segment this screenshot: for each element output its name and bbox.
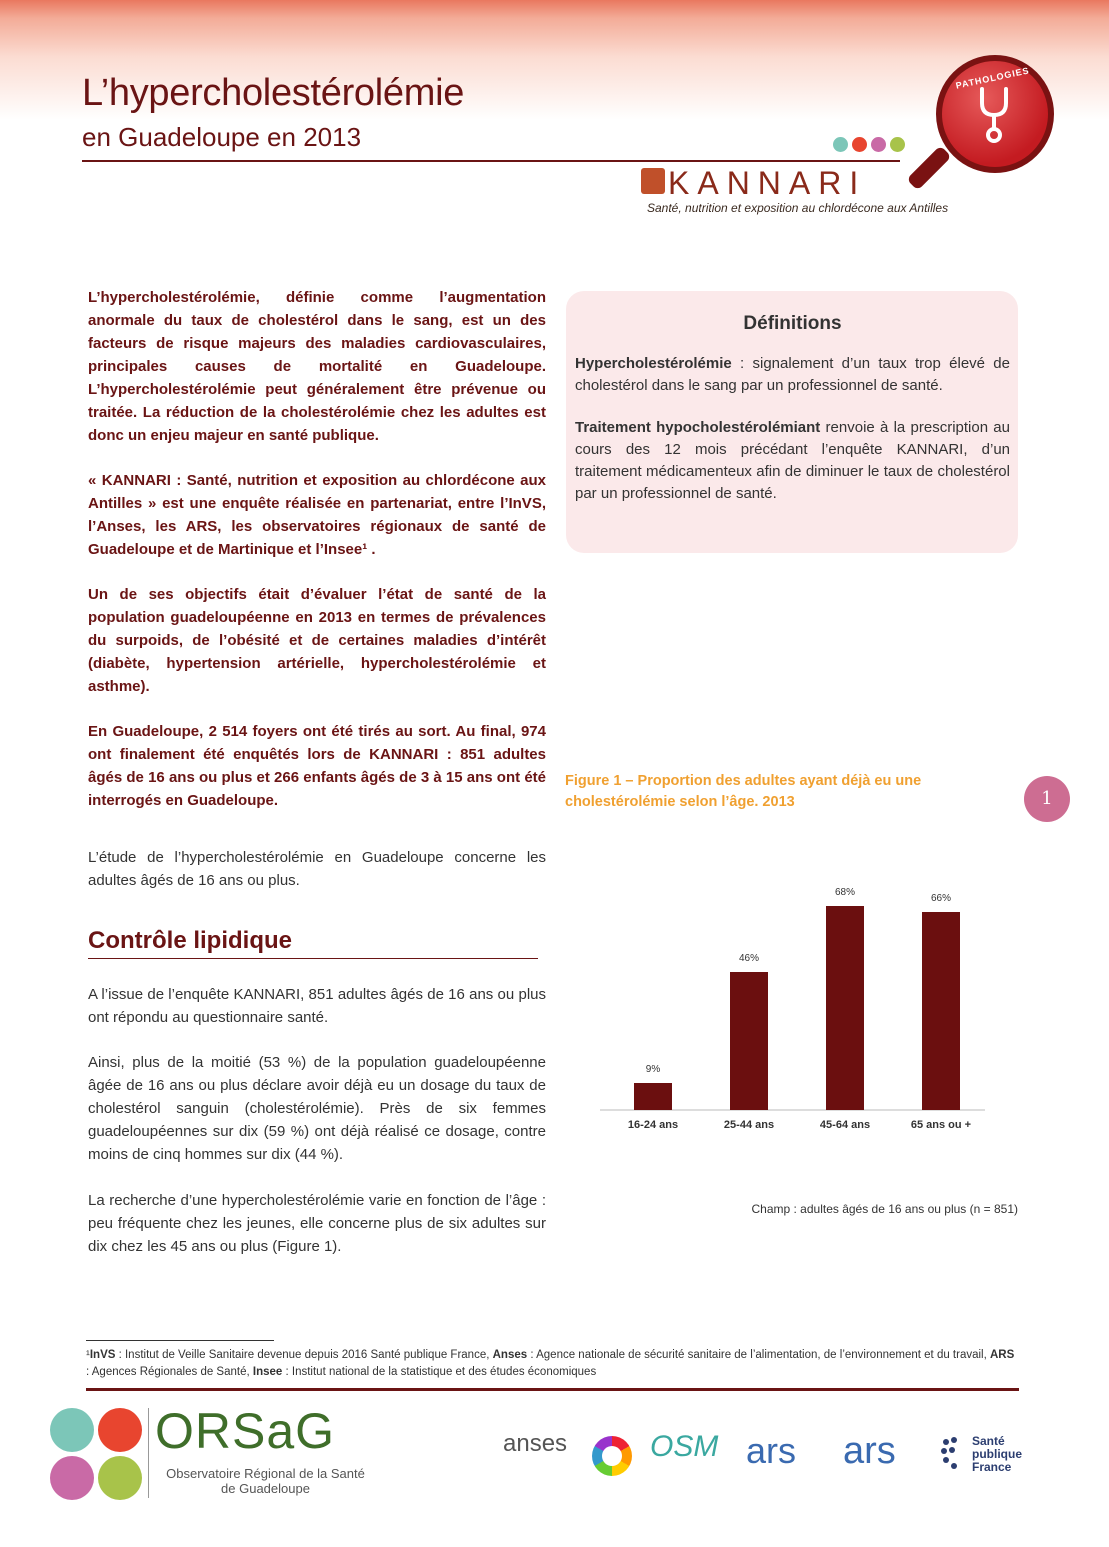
scope-paragraph: L’étude de l’hypercholestérolémie en Guadeloupe concerne les adultes âgés de 16 ans ou plus.: [88, 849, 546, 889]
footer-divider: [86, 1388, 1019, 1391]
x-tick-label-3: 45-64 ans: [819, 1119, 871, 1131]
anses-logo: anses: [503, 1430, 568, 1457]
footnote-term-2: Anses: [492, 1349, 528, 1361]
color-dots: [833, 137, 905, 152]
footnote-text-3: : Agences Régionales de Santé,: [86, 1366, 253, 1378]
dot-1: [833, 137, 848, 152]
dot-2: [852, 137, 867, 152]
dot-3: [871, 137, 886, 152]
intro-paragraph-4: En Guadeloupe, 2 514 foyers ont été tirés au sort. Au final, 974 ont finalement été enquêtés lors de KANNARI : 851 adultes âgés de 16 ans ou plus et 266 enfants âgés de 3 à 15 ans ont été interrogés en Guadeloupe.: [88, 723, 546, 809]
footnote-term-3: ARS: [990, 1349, 1015, 1361]
pathologies-badge: PATHOLOGIES: [954, 65, 1031, 91]
chart-icon: [50, 1456, 94, 1500]
chart-scope-note: Champ : adultes âgés de 16 ans ou plus (n = 851): [751, 1202, 1018, 1216]
data-label-1: 9%: [645, 1064, 661, 1075]
x-tick-label-1: 16-24 ans: [627, 1119, 679, 1131]
x-tick-label-2: 25-44 ans: [723, 1119, 775, 1131]
definitions-title: Définitions: [743, 313, 842, 334]
ars-logo-1: ars: [746, 1430, 797, 1471]
section-paragraph-1: A l’issue de l’enquête KANNARI, 851 adultes âgés de 16 ans ou plus ont répondu au questionnaire santé.: [88, 986, 546, 1026]
definition-1: [575, 353, 1010, 397]
footnote-text-2: : Agence nationale de sécurité sanitaire de l’alimentation, de l’environnement et du travail,: [527, 1349, 990, 1361]
magnifier-handle: [906, 145, 951, 190]
definition-1-term: Hypercholestérolémie: [575, 355, 732, 372]
data-label-3: 68%: [834, 887, 856, 898]
spf-logo: Santé publique France: [972, 1434, 1022, 1474]
definitions-box: [566, 291, 1018, 553]
footnote: [86, 1347, 1016, 1381]
kannari-logo-text: KANNARI: [668, 165, 867, 201]
orsag-separator: [148, 1408, 149, 1498]
section-divider: [88, 958, 538, 959]
spf-dots-icon: [940, 1436, 966, 1472]
data-label-2: 46%: [738, 953, 760, 964]
section-paragraph-2: Ainsi, plus de la moitié (53 %) de la population guadeloupéenne âgée de 16 ans ou plus déclare avoir déjà eu un dosage du taux de cholestérol sanguin (cholestérolémie). Près de six femmes guadeloupéennes sur dix (59 %) ont déjà réalisé ce dosage, contre moins de cinq hommes sur dix (44 %).: [88, 1054, 546, 1163]
intro-paragraph-2: « KANNARI : Santé, nutrition et exposition au chlordécone aux Antilles » est une enquête réalisée en partenariat, entre l’InVS, l’Anses, les ARS, les observatoires régionaux de santé de Guadeloupe et de Martinique et l’Insee¹ .: [88, 472, 546, 558]
page-subtitle: en Guadeloupe en 2013: [82, 122, 362, 152]
section-paragraph-3: La recherche d’une hypercholestérolémie varie en fonction de l’âge : peu fréquente chez les jeunes, elle concerne plus de six adultes sur dix chez les 45 ans ou plus (Figure 1).: [88, 1192, 546, 1255]
intro-paragraph-3: Un de ses objectifs était d’évaluer l’état de santé de la population guadeloupéenne en 2013 en termes de prévalences du surpoids, de l’obésité et de certaines maladies d’intérêt (diabète, hypertension artérielle, hypercholestérolémie et asthme).: [88, 586, 546, 695]
footnote-marker: ¹: [86, 1349, 90, 1361]
heart-icon: [98, 1408, 142, 1452]
orsag-subtitle: Observatoire Régional de la Santé de Guadeloupe: [166, 1466, 365, 1496]
bar-3: [826, 906, 864, 1110]
x-tick-label-4: 65 ans ou +: [910, 1119, 972, 1131]
page-title: L’hypercholestérolémie: [82, 72, 465, 114]
bar-4: [922, 912, 960, 1110]
orsag-logo: ORSaG: [155, 1403, 336, 1459]
footnote-text-4: : Institut national de la statistique et des études économiques: [282, 1366, 597, 1378]
figure-caption: Figure 1 – Proportion des adultes ayant déjà eu une cholestérolémie selon l’âge. 2013: [565, 773, 922, 810]
definition-2: [575, 417, 1010, 505]
bar-2: [730, 972, 768, 1110]
definition-2-term: Traitement hypocholestérolémiant: [575, 419, 821, 436]
ars-logo-2: ars: [843, 1430, 896, 1472]
anses-flower-icon: [592, 1436, 632, 1476]
kannari-tagline: Santé, nutrition et exposition au chlordécone aux Antilles: [647, 201, 949, 215]
definition-2-text: renvoie à la prescription au cours des 12 mois précédant l’enquête KANNARI, d’un traitement médicamenteux afin de diminuer le taux de cholestérol par un professionnel de santé.: [575, 419, 1010, 502]
osm-logo: OSM: [650, 1430, 719, 1463]
footnote-term-4: Insee: [252, 1366, 283, 1378]
intro-block: [88, 286, 546, 834]
footnote-divider: [86, 1340, 274, 1341]
bar-1: [634, 1083, 672, 1110]
orsag-icons: [50, 1408, 146, 1504]
bar-chart: [600, 850, 1010, 1140]
page-number: 1: [1024, 776, 1070, 822]
footnote-term-1: InVS: [89, 1349, 116, 1361]
definition-1-text: : signalement d’un taux trop élevé de cholestérol dans le sang par un professionnel de santé.: [575, 355, 1010, 394]
stethoscope-icon: [974, 85, 1014, 145]
intro-paragraph-1: L’hypercholestérolémie, définie comme l’augmentation anormale du taux de cholestérol dans le sang, est un des facteurs de risque majeurs des maladies cardiovasculaires, principales causes de mortalité en Guadeloupe. L’hypercholestérolémie peut généralement être prévenue ou traitée. La réduction de la cholestérolémie chez les adultes est donc un enjeu majeur en santé publique.: [88, 289, 546, 444]
dot-4: [890, 137, 905, 152]
data-label-4: 66%: [930, 893, 952, 904]
kannari-logo: [640, 165, 866, 202]
map-icon: [98, 1456, 142, 1500]
section-heading: Contrôle lipidique: [88, 927, 292, 954]
footnote-text-1: : Institut de Veille Sanitaire devenue depuis 2016 Santé publique France,: [115, 1349, 493, 1361]
title-divider: [82, 160, 900, 162]
search-icon: [50, 1408, 94, 1452]
